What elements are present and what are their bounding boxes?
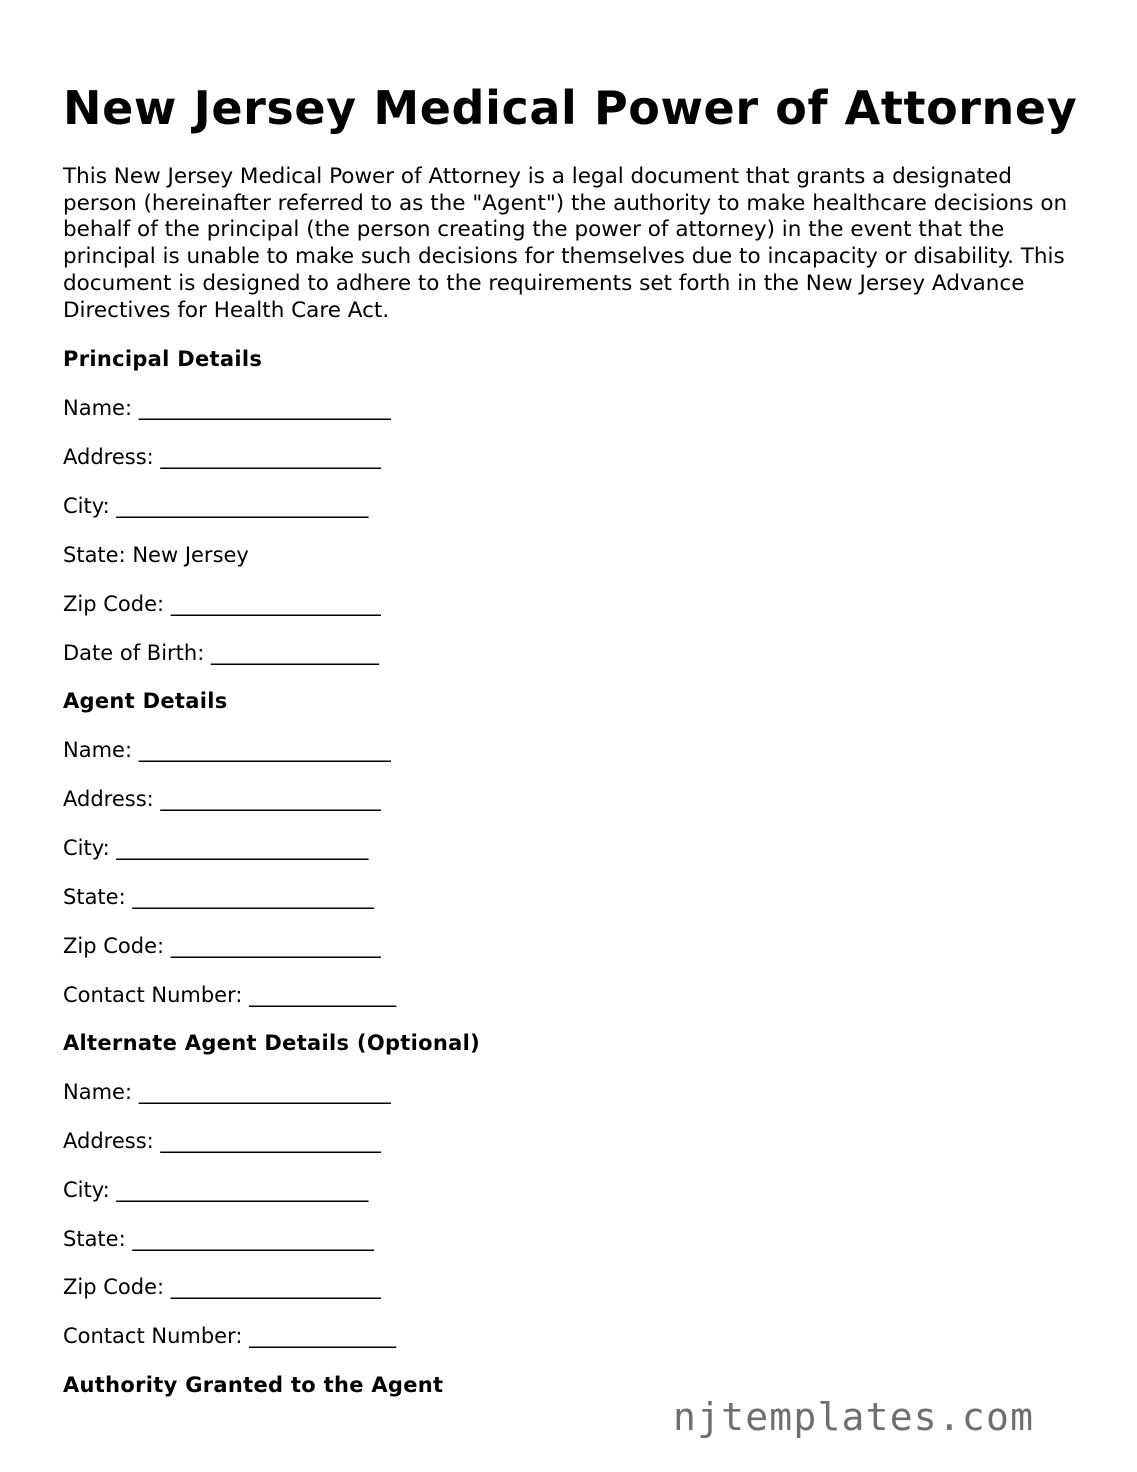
principal-details-heading: Principal Details [63,347,263,371]
alternate-agent-city-field: City: ________________________ [63,1178,369,1202]
principal-zip-field: Zip Code: ____________________ [63,592,381,616]
alternate-agent-details-heading: Alternate Agent Details (Optional) [63,1031,480,1055]
agent-zip-field: Zip Code: ____________________ [63,934,381,958]
principal-address-field: Address: _____________________ [63,445,381,469]
principal-city-field: City: ________________________ [63,494,369,518]
agent-address-field: Address: _____________________ [63,787,381,811]
agent-details-heading: Agent Details [63,689,228,713]
site-watermark: njtemplates.com [673,1395,1035,1439]
agent-contact-field: Contact Number: ______________ [63,983,397,1007]
agent-name-field: Name: ________________________ [63,738,391,762]
document-title: New Jersey Medical Power of Attorney [63,81,1078,135]
principal-name-field: Name: ________________________ [63,396,391,420]
alternate-agent-zip-field: Zip Code: ____________________ [63,1275,381,1299]
alternate-agent-address-field: Address: _____________________ [63,1129,381,1153]
principal-state-field: State: New Jersey [63,543,249,567]
alternate-agent-contact-field: Contact Number: ______________ [63,1324,397,1348]
principal-dob-field: Date of Birth: ________________ [63,641,379,665]
intro-paragraph: This New Jersey Medical Power of Attorney is a legal document that grants a designated person (hereinafter referred to as the "Agent") the authority to make healthcare decisions on behalf of the principal (the person creating the power of attorney) in the event that the principal is unable to make such decisions for themselves due to incapacity or disability. This document is designed to adhere to the requirements set forth in the New Jersey Advance Directives for Health Care Act. [63,164,1068,323]
alternate-agent-name-field: Name: ________________________ [63,1080,391,1104]
agent-state-field: State: _______________________ [63,885,374,909]
alternate-agent-state-field: State: _______________________ [63,1227,374,1251]
agent-city-field: City: ________________________ [63,836,369,860]
authority-granted-heading: Authority Granted to the Agent [63,1373,444,1397]
